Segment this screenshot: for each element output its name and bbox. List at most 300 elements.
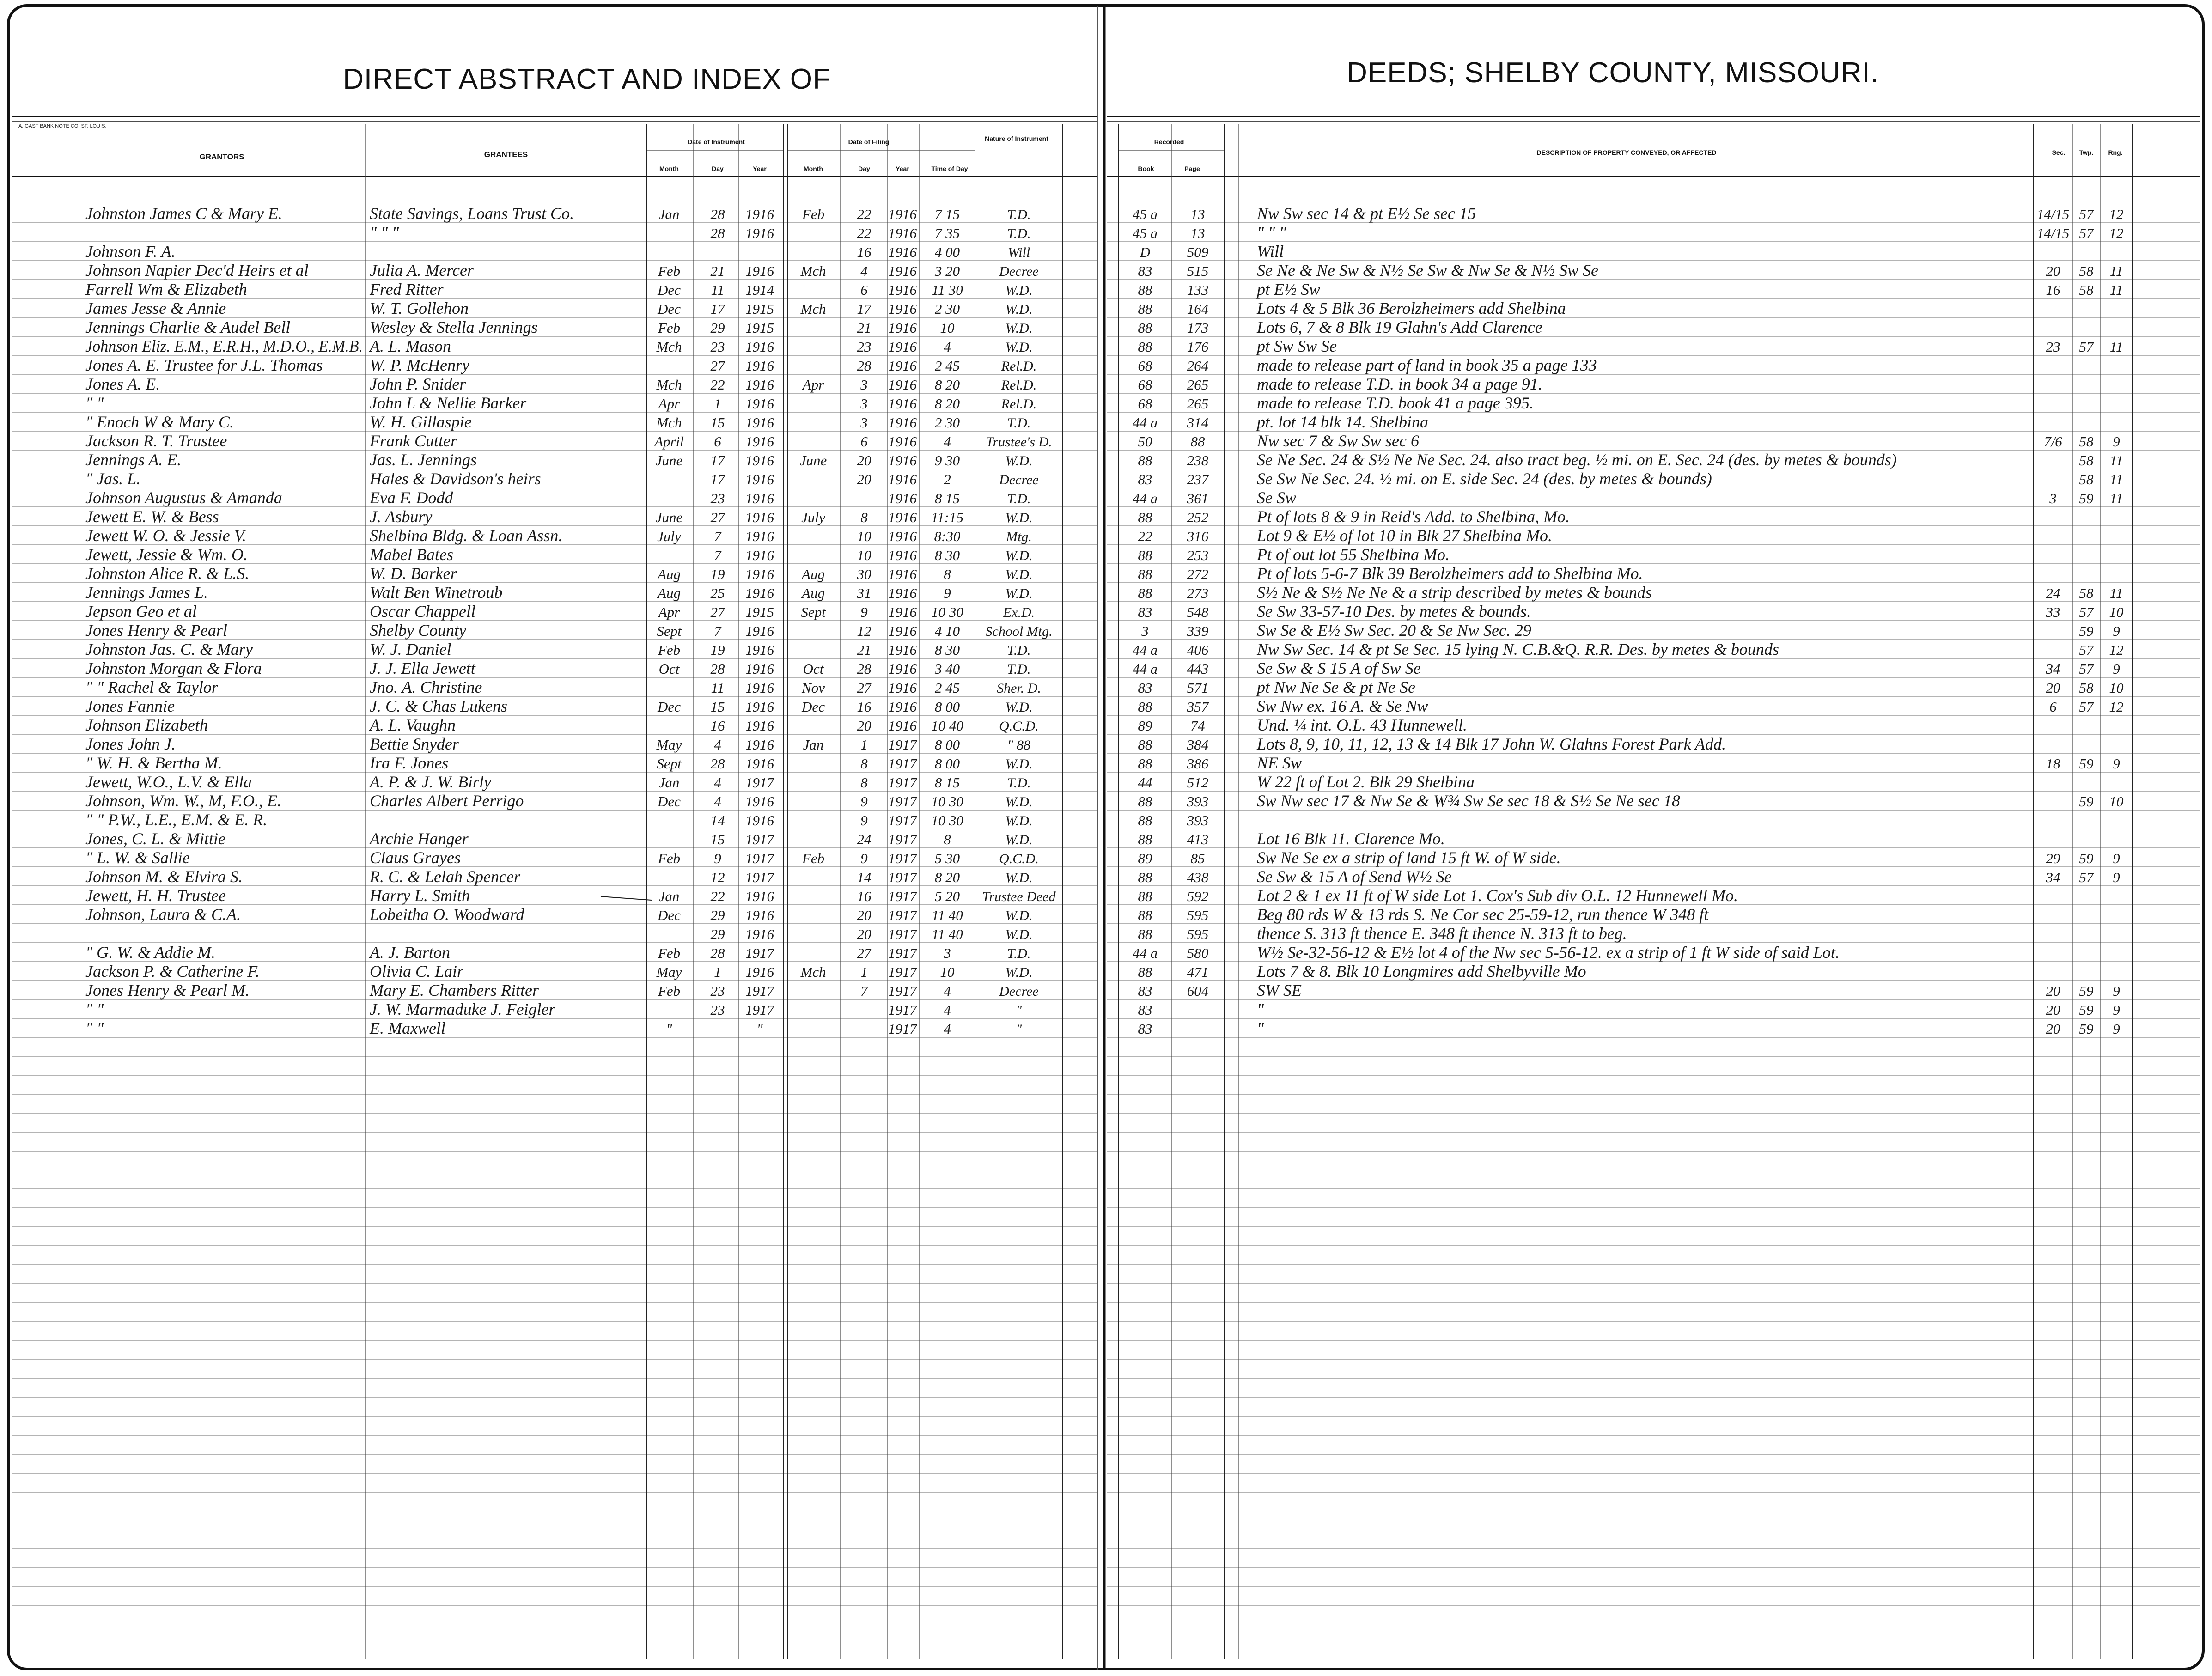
entry-i-day: 7 — [714, 623, 721, 639]
entry-f-day: 8 — [860, 774, 868, 791]
entry-f-year: 1916 — [888, 661, 917, 677]
entry-grantee: R. C. & Lelah Spencer — [370, 867, 520, 886]
entry-rng: 9 — [2113, 661, 2120, 677]
entry-time: 4 00 — [934, 244, 960, 260]
entry-nature: Rel.D. — [1001, 378, 1037, 393]
entry-description: Pt of lots 5-6-7 Blk 39 Berolzheimers add to Shelbina Mo. — [1257, 564, 1643, 583]
entry-f-day: 30 — [857, 566, 871, 582]
entry-i-year: 1916 — [745, 433, 774, 450]
entry-i-year: 1917 — [745, 945, 774, 961]
entry-grantee: Oscar Chappell — [370, 602, 475, 621]
entry-rng: 11 — [2109, 471, 2123, 488]
entry-nature: Rel.D. — [1001, 359, 1037, 374]
entry-nature: Trustee's D. — [986, 434, 1052, 450]
entry-f-year: 1916 — [888, 282, 917, 298]
entry-description: Pt of lots 8 & 9 in Reid's Add. to Shelbina, Mo. — [1257, 507, 1570, 526]
entry-sec: 16 — [2046, 282, 2060, 298]
entry-f-month: Mch — [800, 964, 826, 980]
entry-f-year: 1916 — [888, 414, 917, 431]
entry-i-year: 1917 — [745, 869, 774, 885]
entry-f-day: 16 — [857, 699, 871, 715]
entry-i-year: 1915 — [745, 604, 774, 620]
entry-i-month: Apr — [658, 396, 680, 412]
entry-grantor: Jones Henry & Pearl M. — [85, 981, 250, 1000]
entry-page: 238 — [1187, 452, 1209, 469]
entry-time: 11 40 — [932, 907, 963, 923]
entry-grantor: " L. W. & Sallie — [85, 848, 190, 867]
entry-grantor: Jackson P. & Catherine F. — [85, 962, 260, 981]
entry-f-day: 12 — [857, 623, 871, 639]
entry-time: 8 15 — [934, 774, 960, 791]
entry-rng: 12 — [2109, 206, 2124, 222]
entry-grantee: Wesley & Stella Jennings — [370, 318, 538, 336]
entry-sec: 24 — [2046, 585, 2060, 601]
entry-i-day: 4 — [714, 793, 721, 810]
entry-f-day: 28 — [857, 358, 871, 374]
entry-rng: 9 — [2113, 983, 2120, 999]
entry-book: 45 a — [1132, 206, 1158, 222]
entry-f-day: 9 — [860, 812, 868, 829]
entry-page: 413 — [1187, 831, 1209, 847]
entry-page: 264 — [1187, 358, 1209, 374]
entry-page: 357 — [1187, 699, 1209, 715]
entry-f-day: 6 — [860, 282, 868, 298]
entry-f-day: 6 — [860, 433, 868, 450]
entry-book: 83 — [1138, 604, 1152, 620]
header-twp: Twp. — [2079, 149, 2094, 156]
entry-f-month: Feb — [802, 850, 825, 866]
entry-grantor: Johnson Eliz. E.M., E.R.H., M.D.O., E.M.B. — [85, 337, 363, 355]
entry-i-day: 25 — [710, 585, 725, 601]
header-filing-month: Month — [804, 165, 823, 172]
entry-twp: 58 — [2079, 433, 2094, 450]
entry-i-year: 1916 — [745, 471, 774, 488]
entry-f-month: Apr — [802, 377, 824, 393]
entry-time: 10 30 — [931, 793, 963, 810]
entry-book: 83 — [1138, 471, 1152, 488]
entry-sec: 29 — [2046, 850, 2060, 866]
entry-i-day: 15 — [710, 699, 725, 715]
entry-twp: 59 — [2079, 490, 2094, 506]
entry-f-year: 1917 — [888, 1002, 917, 1018]
entry-f-year: 1916 — [888, 528, 917, 544]
entry-grantee: State Savings, Loans Trust Co. — [370, 204, 574, 223]
entry-time: 2 30 — [934, 301, 960, 317]
entry-book: 44 a — [1132, 945, 1158, 961]
entry-time: 3 20 — [934, 263, 960, 279]
entry-book: 89 — [1138, 718, 1152, 734]
entry-f-year: 1916 — [888, 320, 917, 336]
entry-i-day: 14 — [710, 812, 725, 829]
entry-book: 44 a — [1132, 490, 1158, 506]
entry-f-month: Oct — [803, 661, 824, 677]
entry-sec: 33 — [2046, 604, 2060, 620]
entry-f-day: 3 — [860, 414, 868, 431]
entry-f-year: 1917 — [888, 774, 917, 791]
entry-rng: 12 — [2109, 225, 2124, 241]
entry-time: 11 30 — [932, 282, 963, 298]
entry-f-year: 1916 — [888, 471, 917, 488]
entry-i-year: 1916 — [745, 490, 774, 506]
entry-book: 88 — [1138, 869, 1152, 885]
header-grantees: GRANTEES — [484, 150, 528, 159]
entry-book: 45 a — [1132, 225, 1158, 241]
entry-i-year: 1916 — [745, 528, 774, 544]
entry-time: 9 — [944, 585, 951, 601]
entry-nature: W.D. — [1005, 302, 1033, 317]
entry-f-month: Mch — [800, 301, 826, 317]
entry-i-month: Feb — [658, 642, 681, 658]
entry-i-month: Aug — [658, 585, 681, 601]
entry-i-year: 1916 — [745, 547, 774, 563]
entry-book: 68 — [1138, 396, 1152, 412]
entry-f-year: 1916 — [888, 718, 917, 734]
entry-sec: 34 — [2046, 661, 2060, 677]
entry-i-day: 6 — [714, 433, 721, 450]
entry-grantee: Claus Grayes — [370, 848, 461, 867]
entry-f-day: 14 — [857, 869, 871, 885]
entry-grantee: Mary E. Chambers Ritter — [370, 981, 539, 1000]
header-recorded: Recorded — [1154, 138, 1184, 146]
entry-page: 74 — [1190, 718, 1205, 734]
header-rng: Rng. — [2108, 149, 2123, 156]
entry-i-year: 1917 — [745, 850, 774, 866]
entry-f-year: 1917 — [888, 1021, 917, 1037]
entry-rng: 11 — [2109, 585, 2123, 601]
entry-rng: 11 — [2109, 282, 2123, 298]
entry-f-month: Aug — [802, 585, 825, 601]
entry-grantor: Johnson M. & Elvira S. — [85, 867, 243, 886]
entry-twp: 59 — [2079, 623, 2094, 639]
entry-twp: 57 — [2079, 699, 2094, 715]
entry-book: 88 — [1138, 964, 1152, 980]
entry-i-month: Aug — [658, 566, 681, 582]
entry-twp: 58 — [2079, 471, 2094, 488]
header-filing-day: Day — [858, 165, 870, 172]
entry-i-day: 1 — [714, 964, 721, 980]
entry-description: made to release T.D. book 41 a page 395. — [1257, 394, 1534, 412]
entry-f-year: 1917 — [888, 831, 917, 847]
header-date-of-instrument: Date of Instrument — [688, 138, 745, 146]
entry-grantor: Jones John J. — [85, 735, 176, 753]
entry-description: Will — [1257, 242, 1284, 261]
entry-grantor: " W. H. & Bertha M. — [85, 754, 222, 772]
entry-f-year: 1916 — [888, 623, 917, 639]
entry-book: 68 — [1138, 358, 1152, 374]
entry-i-year: 1915 — [745, 301, 774, 317]
entry-nature: W.D. — [1005, 548, 1033, 563]
entry-grantee: J. J. Ella Jewett — [370, 659, 475, 677]
entry-twp: 57 — [2079, 869, 2094, 885]
entry-f-year: 1916 — [888, 396, 917, 412]
entry-page: 133 — [1187, 282, 1209, 298]
entry-nature: W.D. — [1005, 700, 1033, 715]
entry-book: 83 — [1138, 983, 1152, 999]
header-instrument-month: Month — [659, 165, 679, 172]
entry-rng: 9 — [2113, 1021, 2120, 1037]
entry-nature: W.D. — [1005, 927, 1033, 942]
entry-grantee: Shelby County — [370, 621, 466, 640]
entry-sec: 20 — [2046, 680, 2060, 696]
entry-nature: Decree — [999, 264, 1039, 279]
entry-sec: 20 — [2046, 1021, 2060, 1037]
entry-nature: T.D. — [1007, 662, 1031, 677]
entry-f-day: 10 — [857, 547, 871, 563]
entry-i-day: 21 — [710, 263, 725, 279]
entry-f-day: 28 — [857, 661, 871, 677]
entry-grantor: " Jas. L. — [85, 469, 141, 488]
entry-i-day: 1 — [714, 396, 721, 412]
entry-i-year: 1916 — [745, 926, 774, 942]
entry-grantor: " G. W. & Addie M. — [85, 943, 216, 962]
entry-page: 580 — [1187, 945, 1209, 961]
entry-twp: 59 — [2079, 983, 2094, 999]
entry-book: 88 — [1138, 547, 1152, 563]
entry-i-year: 1917 — [745, 983, 774, 999]
entry-description: thence S. 313 ft thence E. 348 ft thence N. 313 ft to beg. — [1257, 924, 1627, 943]
entry-f-day: 27 — [857, 680, 871, 696]
entry-time: 2 45 — [934, 680, 960, 696]
entry-i-month: April — [654, 433, 684, 450]
entry-grantee: Ira F. Jones — [370, 754, 449, 772]
entry-i-year: 1917 — [745, 1002, 774, 1018]
entry-book: 88 — [1138, 737, 1152, 753]
entry-i-month: Feb — [658, 263, 681, 279]
entry-f-day: 20 — [857, 907, 871, 923]
entry-time: 7 15 — [934, 206, 960, 222]
entry-grantor: Jewett W. O. & Jessie V. — [85, 526, 246, 545]
entry-rng: 10 — [2109, 680, 2124, 696]
entry-book: 88 — [1138, 756, 1152, 772]
entry-nature: W.D. — [1005, 794, 1033, 810]
entry-i-day: 9 — [714, 850, 721, 866]
entry-i-month: Dec — [658, 793, 681, 810]
entry-page: 173 — [1187, 320, 1209, 336]
entry-f-month: June — [799, 452, 827, 469]
entry-page: 265 — [1187, 377, 1209, 393]
entry-grantor: Johnston Jas. C. & Mary — [85, 640, 253, 658]
entry-f-day: 21 — [857, 320, 871, 336]
entry-i-month: June — [655, 452, 683, 469]
entry-i-year: 1916 — [745, 888, 774, 904]
entry-description: Sw Se & E½ Sw Sec. 20 & Se Nw Sec. 29 — [1257, 621, 1531, 640]
header-time-of-day: Time of Day — [931, 165, 968, 172]
entry-book: 88 — [1138, 320, 1152, 336]
entry-i-year: " — [756, 1021, 763, 1037]
entry-nature: W.D. — [1005, 586, 1033, 601]
entry-f-year: 1916 — [888, 358, 917, 374]
entry-description: Se Ne & Ne Sw & N½ Se Sw & Nw Se & N½ Sw Se — [1257, 261, 1598, 280]
entry-rng: 12 — [2109, 642, 2124, 658]
entry-description: Nw Sw sec 14 & pt E½ Se sec 15 — [1257, 204, 1476, 223]
entry-grantee: Shelbina Bldg. & Loan Assn. — [370, 526, 563, 545]
entry-f-month: Jan — [803, 737, 824, 753]
entry-description: Se Sw & S 15 A of Sw Se — [1257, 659, 1421, 677]
entry-grantee: Eva F. Dodd — [370, 488, 453, 507]
entry-time: 4 — [944, 433, 951, 450]
entry-nature: T.D. — [1007, 946, 1031, 961]
entry-time: 10 30 — [931, 812, 963, 829]
entry-i-year: 1916 — [745, 756, 774, 772]
entry-f-year: 1917 — [888, 793, 917, 810]
entry-description: " — [1257, 1000, 1264, 1018]
entry-time: 10 30 — [931, 604, 963, 620]
entry-description: " — [1257, 1019, 1264, 1037]
entry-time: 11:15 — [931, 509, 964, 525]
entry-twp: 57 — [2079, 225, 2094, 241]
entry-i-day: 16 — [710, 718, 725, 734]
entry-book: 3 — [1141, 623, 1149, 639]
entry-page: 438 — [1187, 869, 1209, 885]
entry-description: Lot 2 & 1 ex 11 ft of W side Lot 1. Cox's Sub div O.L. 12 Hunnewell Mo. — [1257, 886, 1738, 905]
entry-page: 273 — [1187, 585, 1209, 601]
entry-description: S½ Ne & S½ Ne Ne & a strip described by metes & bounds — [1257, 583, 1652, 602]
entry-i-year: 1917 — [745, 831, 774, 847]
entry-time: 8 — [944, 831, 951, 847]
entry-i-month: " — [666, 1021, 672, 1037]
entry-page: 316 — [1187, 528, 1209, 544]
entry-f-day: 10 — [857, 528, 871, 544]
entry-rng: 10 — [2109, 793, 2124, 810]
entry-f-year: 1916 — [888, 680, 917, 696]
entry-time: 11 40 — [932, 926, 963, 942]
entry-i-day: 19 — [710, 566, 725, 582]
entry-f-month: Sept — [801, 604, 826, 620]
entry-rng: 12 — [2109, 699, 2124, 715]
entry-i-year: 1916 — [745, 964, 774, 980]
entry-page: 393 — [1187, 812, 1209, 829]
entry-time: 5 20 — [934, 888, 960, 904]
entry-grantor: " " — [85, 1019, 104, 1037]
entry-nature: W.D. — [1005, 510, 1033, 525]
entry-i-month: Feb — [658, 983, 681, 999]
entry-page: 13 — [1190, 225, 1205, 241]
entry-nature: T.D. — [1007, 491, 1031, 506]
entry-page: 512 — [1187, 774, 1209, 791]
entry-twp: 58 — [2079, 282, 2094, 298]
entry-grantor: Jones Henry & Pearl — [85, 621, 227, 640]
entry-book: 44 a — [1132, 642, 1158, 658]
entry-book: 83 — [1138, 1002, 1152, 1018]
entry-rng: 11 — [2109, 339, 2123, 355]
entry-page: 237 — [1187, 471, 1209, 488]
entry-f-year: 1916 — [888, 547, 917, 563]
entry-i-year: 1916 — [745, 225, 774, 241]
entry-i-month: June — [655, 509, 683, 525]
entry-f-day: 17 — [857, 301, 871, 317]
entry-i-day: 27 — [710, 604, 725, 620]
entry-time: 2 30 — [934, 414, 960, 431]
entry-f-day: 24 — [857, 831, 871, 847]
entry-i-day: 29 — [710, 907, 725, 923]
entry-nature: Decree — [999, 472, 1039, 488]
entry-nature: W.D. — [1005, 567, 1033, 582]
header-instrument-year: Year — [753, 165, 767, 172]
entry-f-year: 1916 — [888, 452, 917, 469]
entry-f-year: 1917 — [888, 756, 917, 772]
entry-f-year: 1916 — [888, 566, 917, 582]
entry-f-month: Feb — [802, 206, 825, 222]
entry-grantor: Jones Fannie — [85, 697, 175, 715]
entry-i-year: 1916 — [745, 396, 774, 412]
entry-page: 548 — [1187, 604, 1209, 620]
entry-nature: W.D. — [1005, 965, 1033, 980]
entry-book: 88 — [1138, 793, 1152, 810]
entry-time: 3 40 — [934, 661, 960, 677]
entry-f-year: 1917 — [888, 737, 917, 753]
entry-grantor: Jewett, W.O., L.V. & Ella — [85, 773, 252, 791]
entry-twp: 58 — [2079, 680, 2094, 696]
entry-grantor: Jewett, Jessie & Wm. O. — [85, 545, 248, 564]
entry-sec: 20 — [2046, 263, 2060, 279]
entry-f-year: 1916 — [888, 377, 917, 393]
entry-grantee: Bettie Snyder — [370, 735, 459, 753]
entry-i-day: 4 — [714, 774, 721, 791]
entry-f-day: 23 — [857, 339, 871, 355]
entry-nature: W.D. — [1005, 908, 1033, 923]
entry-f-year: 1916 — [888, 263, 917, 279]
entry-description: pt. lot 14 blk 14. Shelbina — [1257, 413, 1428, 431]
entry-f-day: 20 — [857, 471, 871, 488]
entry-i-year: 1917 — [745, 774, 774, 791]
entry-twp: 57 — [2079, 642, 2094, 658]
header-sec: Sec. — [2052, 149, 2066, 156]
entry-grantee: Fred Ritter — [370, 280, 444, 299]
entry-i-year: 1916 — [745, 737, 774, 753]
entry-i-day: 4 — [714, 737, 721, 753]
entry-grantee: W. H. Gillaspie — [370, 413, 472, 431]
entry-book: 50 — [1138, 433, 1152, 450]
entry-book: D — [1140, 244, 1151, 260]
entry-description: Lot 9 & E½ of lot 10 in Blk 27 Shelbina Mo. — [1257, 526, 1552, 545]
entry-grantee: Jas. L. Jennings — [370, 451, 477, 469]
entry-nature: W.D. — [1005, 340, 1033, 355]
entry-i-day: 17 — [710, 301, 725, 317]
entry-i-year: 1914 — [745, 282, 774, 298]
entry-i-day: 28 — [710, 661, 725, 677]
entry-i-month: Feb — [658, 320, 681, 336]
entry-i-month: May — [656, 737, 682, 753]
entry-i-year: 1916 — [745, 339, 774, 355]
entry-i-month: Dec — [658, 699, 681, 715]
entry-rng: 9 — [2113, 433, 2120, 450]
header-grantors: GRANTORS — [199, 152, 244, 161]
entry-description: Lots 4 & 5 Blk 36 Berolzheimers add Shelbina — [1257, 299, 1566, 317]
entry-time: 8 20 — [934, 869, 960, 885]
entry-description: W½ Se-32-56-12 & E½ lot 4 of the Nw sec 5-56-12. ex a strip of 1 ft W side of said Lot. — [1257, 943, 1840, 962]
entry-f-day: 8 — [860, 756, 868, 772]
entry-time: 3 — [944, 945, 951, 961]
entry-f-month: July — [801, 509, 825, 525]
entry-grantor: Farrell Wm & Elizabeth — [85, 280, 247, 299]
entry-i-day: 23 — [710, 983, 725, 999]
entry-rng: 9 — [2113, 756, 2120, 772]
entry-description: pt Sw Sw Se — [1257, 337, 1337, 355]
entry-f-year: 1916 — [888, 490, 917, 506]
entry-grantor: " " — [85, 1000, 104, 1018]
entry-i-month: July — [657, 528, 681, 544]
entry-i-month: Mch — [656, 377, 682, 393]
entry-book: 88 — [1138, 509, 1152, 525]
entry-grantee: Jno. A. Christine — [370, 678, 482, 696]
entry-nature: W.D. — [1005, 321, 1033, 336]
entry-sec: 6 — [2049, 699, 2057, 715]
entry-time: 10 40 — [931, 718, 963, 734]
entry-description: Pt of out lot 55 Shelbina Mo. — [1257, 545, 1450, 564]
entry-grantor: James Jesse & Annie — [85, 299, 226, 317]
entry-page: 85 — [1190, 850, 1205, 866]
entry-grantor: Johnson Elizabeth — [85, 716, 208, 734]
